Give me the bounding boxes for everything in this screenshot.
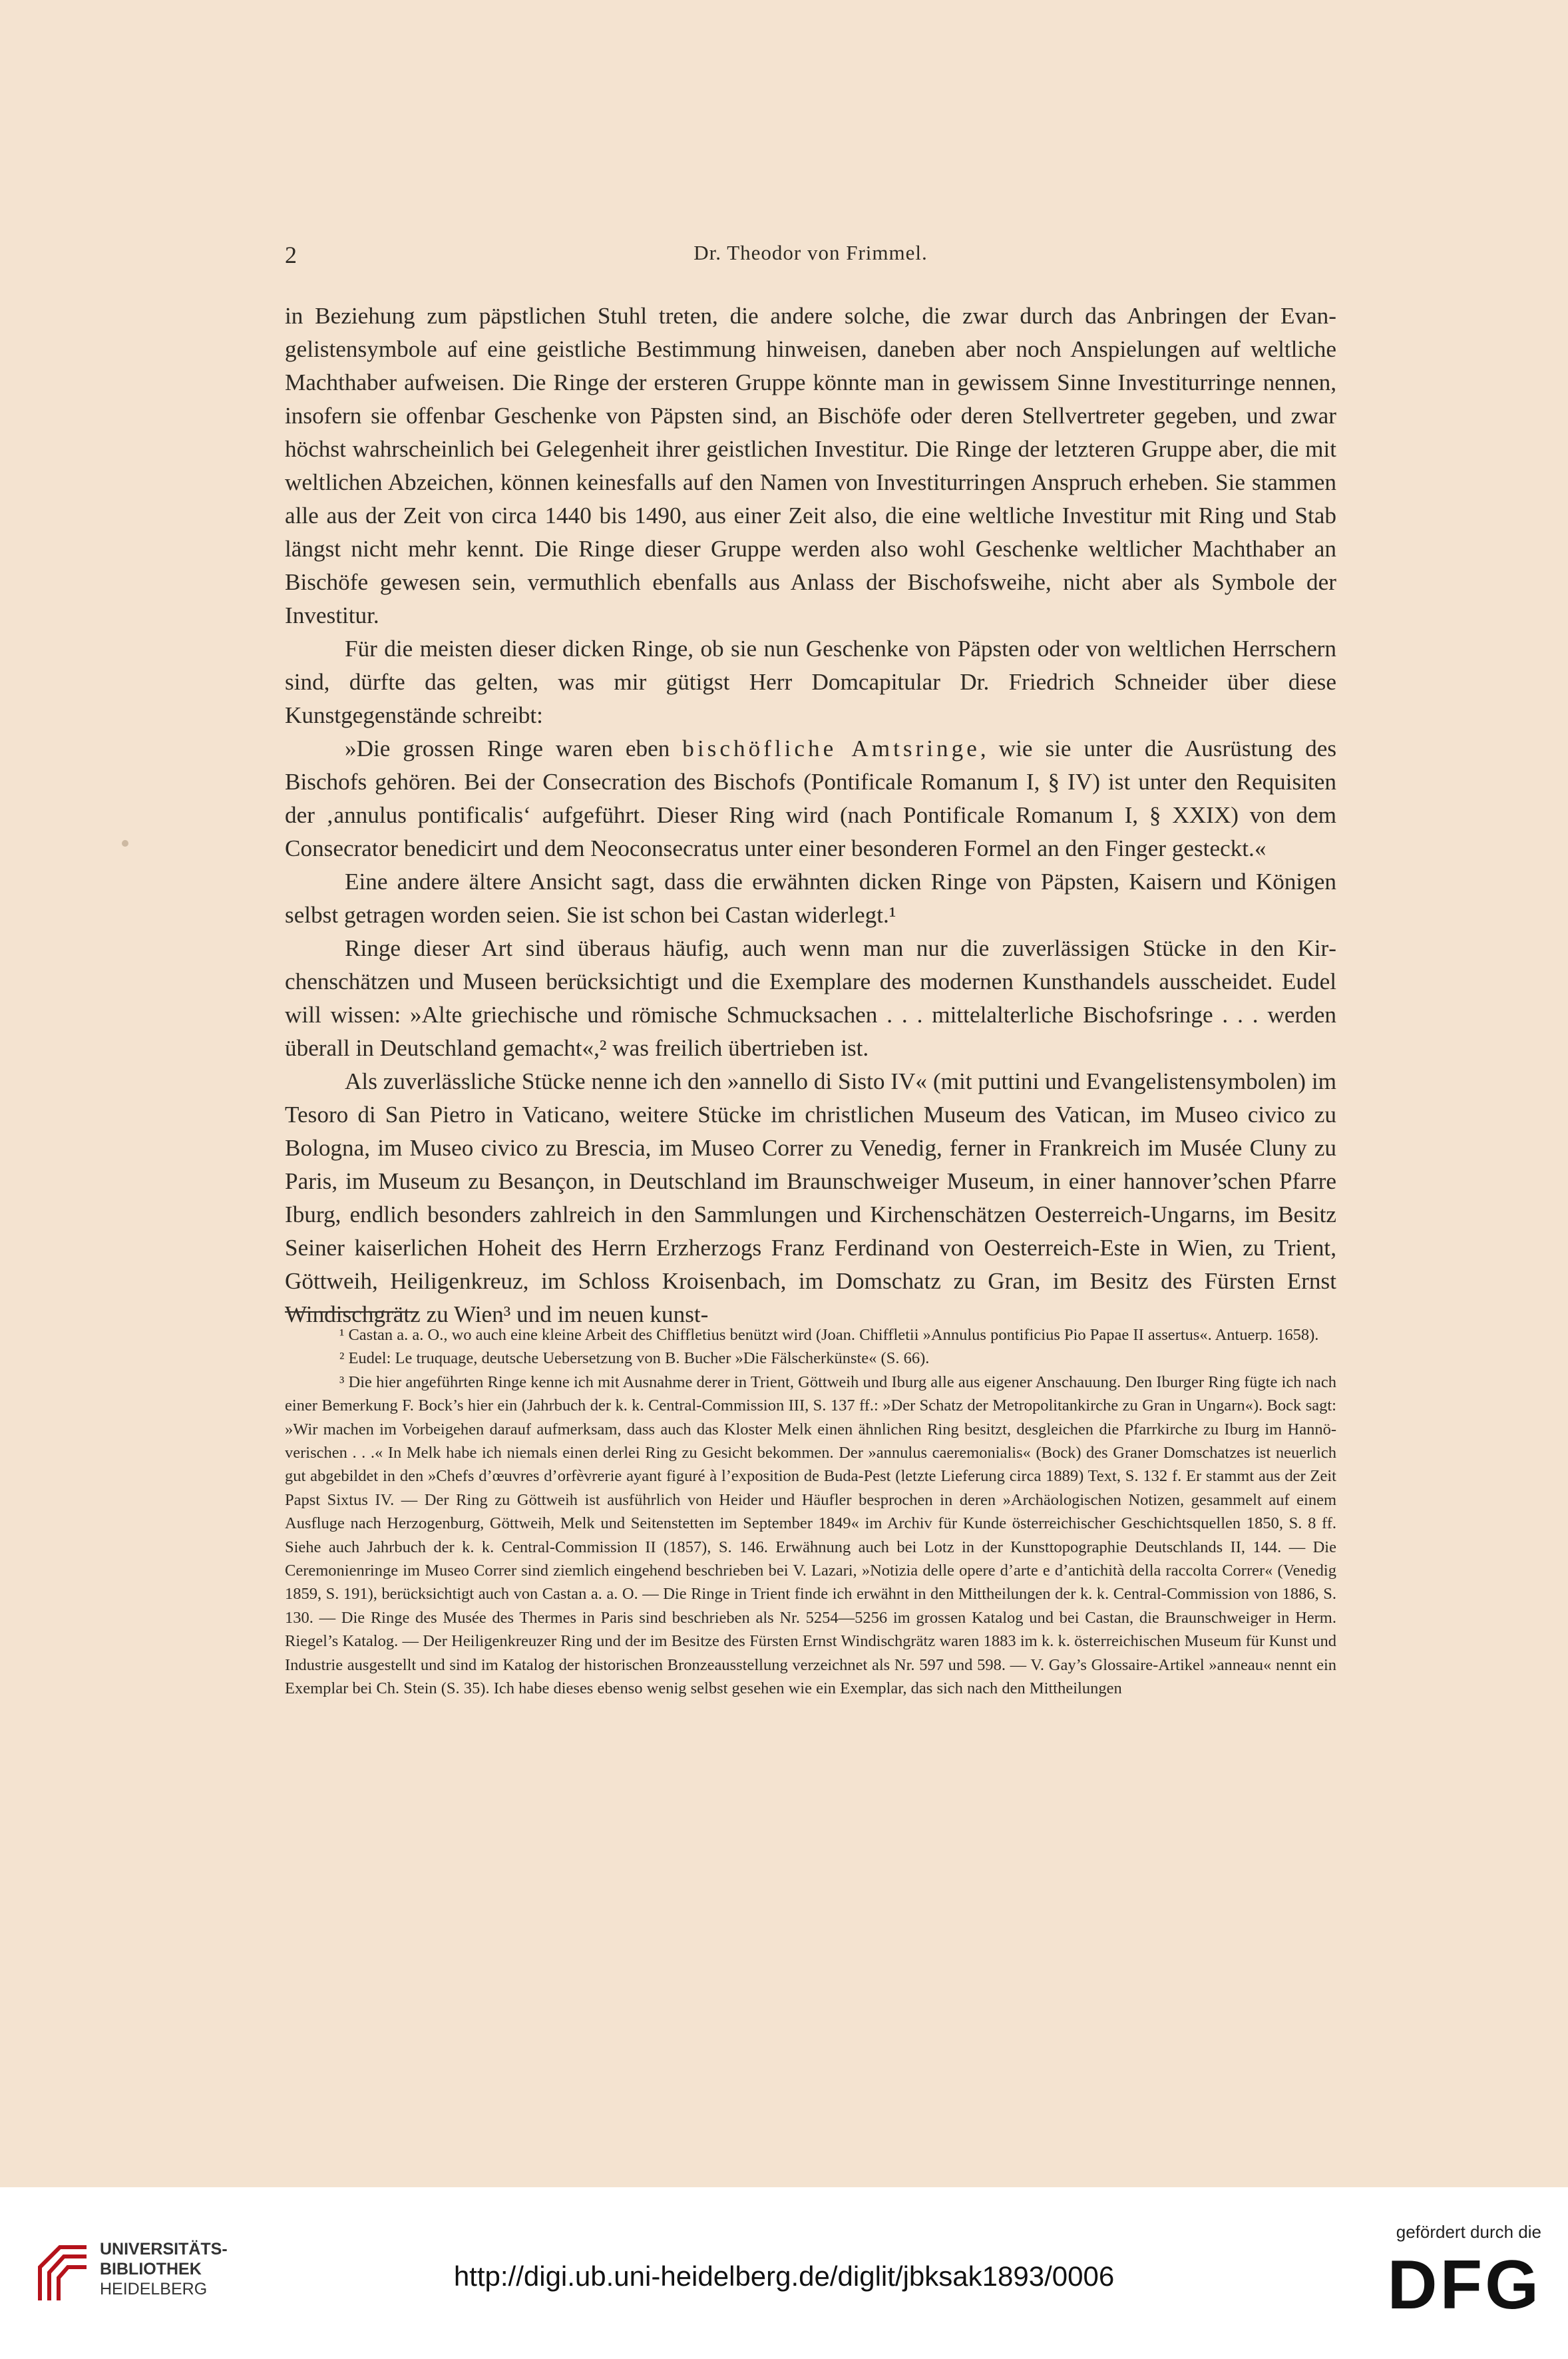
spaced-emphasis: bischöfliche Amtsringe bbox=[682, 736, 980, 761]
funder-label: gefördert durch die bbox=[1396, 2222, 1541, 2242]
digitization-footer bbox=[0, 2187, 1568, 2359]
paragraph-5: Ringe dieser Art sind überaus häufig, auch wenn man nur die zuverlässigen Stücke in den Kirchenschätzen und Museen berücksichtigt und die Exemplare des modernen Kunsthandels ausscheidet. Eudel will wissen: »Alte griechische und römische Schmucksachen . . . mittelalterliche Bischofsringe . . . werden überall in Deutschland gemacht«,² was freilich übertrieben ist. bbox=[285, 935, 1336, 1061]
footnote-2: ² Eudel: Le truquage, deutsche Uebersetzung von B. Bucher »Die Fälscherkünste« (S. 66). bbox=[339, 1349, 930, 1368]
running-head bbox=[285, 241, 1336, 274]
footnote-rule bbox=[285, 1311, 418, 1313]
running-title: Dr. Theodor von Frimmel. bbox=[693, 241, 928, 264]
footnotes bbox=[285, 1323, 1336, 1701]
paragraph-6: Als zuverlässliche Stücke nenne ich den »annello di Sisto IV« (mit puttini und Evangelistensymbolen) im Tesoro di San Pietro in Vaticano, weitere Stücke im christlichen Museum des Vatican, im Museo civico zu Bologna, im Museo civico zu Brescia, im Museo Correr zu Venedig, ferner in Frankreich im Musée Cluny zu Paris, im Museum zu Besançon, in Deutschland im Braunschweiger Museum, in einer hannover’schen Pfarre Iburg, endlich besonders zahlreich in den Sammlungen und Kirchenschätzen Oesterreich-Ungarns, im Besitz Seiner kaiserlichen Hoheit des Herrn Erzherzogs Franz Ferdinand von Oesterreich-Este in Wien, zu Trient, Göttweih, Heiligenkreuz, im Schloss Kroisenbach, im Domschatz zu Gran, im Besitz des Fürsten Ernst Windischgrätz zu Wien³ und im neuen kunst- bbox=[285, 1068, 1336, 1327]
permalink-url[interactable]: http://digi.ub.uni-heidelberg.de/diglit/jbksak1893/0006 bbox=[453, 2260, 1115, 2292]
footnote-1: ¹ Castan a. a. O., wo auch eine kleine Arbeit des Chiffletius benützt wird (Joan. Chiffletii »Annulus pontificius Pio Papae II assertus«. Antuerp. 1658). bbox=[339, 1326, 1319, 1344]
library-line-1: UNIVERSITÄTS- bbox=[100, 2240, 228, 2258]
paragraph-1: in Beziehung zum päpstlichen Stuhl treten, die andere solche, die zwar durch das Anbringen der Evangelistensymbole auf eine geistliche Bestimmung hinweisen, daneben aber noch Anspielungen auf weltliche Machthaber aufweisen. Die Ringe der ersteren Gruppe könnte man in gewissem Sinne Investiturringe nennen, insofern sie offenbar Geschenke von Päpsten sind, an Bischöfe oder deren Stellvertreter gegeben, und zwar höchst wahrscheinlich bei Gelegenheit ihrer geistlichen Investitur. Die Ringe der letzteren Gruppe aber, die mit weltlichen Abzeichen, können keinesfalls auf den Namen von Investiturringen Anspruch erheben. Sie stammen alle aus der Zeit von circa 1440 bis 1490, aus einer Zeit also, die eine weltliche Investitur mit Ring und Stab längst nicht mehr kennt. Die Ringe dieser Gruppe werden also wohl Geschenke weltlicher Machthaber an Bischöfe gewesen sein, vermuthlich ebenfalls aus Anlass der Bischofsweihe, nicht aber als Symbole der Investitur. bbox=[285, 303, 1336, 628]
footnote-3: ³ Die hier angeführten Ringe kenne ich mit Ausnahme derer in Trient, Göttweih und Iburg alle aus eigener Anschauung. Den Iburger Ring fügte ich nach einer Bemerkung F. Bock’s hier ein (Jahrbuch der k. k. Central-Commission III, S. 137 ff.: »Der Schatz der Metropolitankirche zu Gran in Ungarn«). Bock sagt: »Wir machen im Vorbeigehen darauf aufmerksam, dass auch das Kloster Melk einen ähnlichen Ring besitzt, desgleichen die Pfarrkirche zu Iburg im Hannöverischen . . .« In Melk habe ich niemals einen derlei Ring zu Gesicht bekommen. Der »annulus caeremonialis« (Bock) des Graner Domschatzes ist neuerlich gut abgebildet in den »Chefs d’œuvres d’orfèvrerie ayant figuré à l’exposition de Buda-Pest (letzte Lieferung circa 1889) Text, S. 132 f. Er stammt aus der Zeit Papst Sixtus IV. — Der Ring zu Göttweih ist ausführlich von Heider und Häufler besprochen in deren »Archäologischen Notizen, gesammelt auf einem Ausfluge nach Herzogenburg, Göttweih, Melk und Seitenstetten im September 1849« im Archiv für Kunde österreichischer Geschichtsquellen 1850, S. 8 ff. Siehe auch Jahrbuch der k. k. Central-Commission II (1857), S. 146. Erwähnung auch bei Lotz in der Kunsttopographie Deutschlands II, 144. — Die Ceremonienringe im Museo Correr sind ziemlich eingehend beschrieben bei V. Lazari, »Notizia delle opere d’arte e d’antichità della raccolta Correr« (Venedig 1859, S. 191), berücksichtigt auch von Castan a. a. O. — Die Ringe in Trient finde ich erwähnt in den Mittheilungen der k. k. Central-Commission von 1886, S. 130. — Die Ringe des Musée des Thermes in Paris sind beschrieben als Nr. 5254—5256 im grossen Katalog und bei Castan, die Braunschweiger in Herm. Riegel’s Katalog. — Der Heiligenkreuzer Ring und der im Besitze des Fürsten Ernst Windischgrätz waren 1883 im k. k. österreichischen Museum für Kunst und Industrie ausgestellt und sind im Katalog der historischen Bronzeausstellung verzeichnet als Nr. 597 und 598. — V. Gay’s Glossaire-Artikel »anneau« nennt ein Exemplar bei Ch. Stein (S. 35). Ich habe dieses ebenso wenig selbst gesehen wie ein Exemplar, das sich nach den Mittheilungen bbox=[285, 1373, 1336, 1698]
paragraph-2: Für die meisten dieser dicken Ringe, ob sie nun Geschenke von Päpsten oder von weltlichen Herrschern sind, dürfte das gelten, was mir gütigst Herr Domcapitular Dr. Friedrich Schneider über diese Kunstgegenstände schreibt: bbox=[285, 636, 1336, 728]
library-line-2: BIBLIOTHEK bbox=[100, 2260, 202, 2278]
paragraph-3 bbox=[285, 732, 1336, 865]
main-text bbox=[285, 300, 1336, 1331]
library-line-3: HEIDELBERG bbox=[100, 2280, 208, 2298]
paper-speck bbox=[122, 840, 128, 847]
dfg-logo: DFG bbox=[1387, 2247, 1541, 2324]
quote-rest: , wie sie unter die Ausrüstung des Bischofs gehören. Bei der Consecration des Bischofs (Pontificale Romanum I, § IV) ist unter den Requisiten der ‚annulus pontificalis‘ aufgeführt. Dieser Ring wird (nach Pontificale Romanum I, § XXIX) von dem Consecrator benedicirt und dem Neoconsecratus unter einer besonderen Formel an den Finger gesteckt.« bbox=[285, 736, 1337, 861]
page-number: 2 bbox=[285, 242, 297, 268]
quote-start: »Die grossen Ringe waren eben bbox=[345, 736, 670, 761]
paragraph-4: Eine andere ältere Ansicht sagt, dass die erwähnten dicken Ringe von Päpsten, Kaisern und Königen selbst getragen worden seien. Sie ist schon bei Castan widerlegt.¹ bbox=[285, 869, 1336, 928]
